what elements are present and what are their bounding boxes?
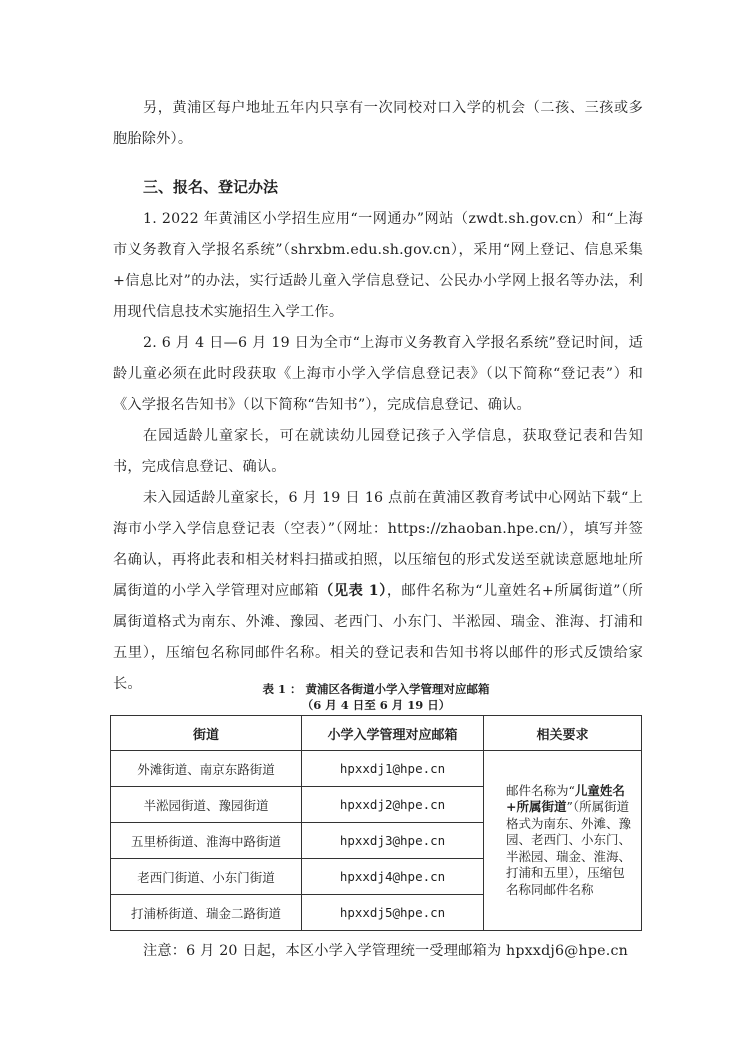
street-cell: 打浦桥街道、瑞金二路街道 [111, 895, 302, 931]
requirements-cell [484, 751, 642, 931]
req-bold-text: 儿童姓名+所属街道 [506, 782, 625, 815]
table-row [111, 751, 642, 787]
email-cell: hpxxdj3@hpe.cn [302, 823, 484, 859]
email-cell: hpxxdj2@hpe.cn [302, 787, 484, 823]
header-email: 小学入学管理对应邮箱 [302, 716, 484, 751]
note-line: 注意：6 月 20 日起，本区小学入学管理统一受理邮箱为 hpxxdj6@hpe.cn [143, 943, 628, 959]
street-cell: 五里桥街道、淮海中路街道 [111, 823, 302, 859]
paragraph-4-see-table: （见表 1） [319, 583, 387, 599]
street-cell: 老西门街道、小东门街道 [111, 859, 302, 895]
table-subcaption: （6 月 4 日至 6 月 19 日） [301, 698, 451, 712]
email-cell: hpxxdj5@hpe.cn [302, 895, 484, 931]
street-cell: 半淞园街道、豫园街道 [111, 787, 302, 823]
header-street: 街道 [111, 716, 302, 751]
paragraph-4 [113, 483, 643, 700]
req-text-b: ”（所属街道格式为南东、外滩、豫园、老西门、小东门、半淞园、瑞金、淮海、打浦和五里），压缩包名称同邮件名称 [506, 799, 632, 897]
table-caption: 表 1 ： 黄浦区各街道小学入学管理对应邮箱 [262, 682, 490, 696]
email-cell: hpxxdj4@hpe.cn [302, 859, 484, 895]
header-requirements: 相关要求 [484, 716, 642, 751]
intro-paragraph: 另，黄浦区每户地址五年内只享有一次同校对口入学的机会（二孩、三孩或多胞胎除外）。 [113, 100, 643, 147]
email-cell: hpxxdj1@hpe.cn [302, 751, 484, 787]
paragraph-4-text-a: 未入园适龄儿童家长，6 月 19 日 16 点前在黄浦区教育考试中心网站下载“上海市小学入学信息登记表（空表）”（网址：https://zhaoban.hpe.cn/），填写并签名确认，再将此表和相关材料扫描或拍照，以压缩包的形式发送至就读意愿地址所属街道的小学入学管理对应邮箱 [113, 490, 643, 599]
req-text-a: 邮件名称为“ [506, 782, 575, 798]
paragraph-3: 在园适龄儿童家长，可在就读幼儿园登记孩子入学信息，获取登记表和告知书，完成信息登记、确认。 [113, 428, 643, 475]
section-heading: 三、报名、登记办法 [143, 178, 279, 196]
table-header-row [111, 716, 642, 751]
paragraph-1: 1. 2022 年黄浦区小学招生应用“一网通办”网站（zwdt.sh.gov.cn）和“上海市义务教育入学报名系统”（shrxbm.edu.sh.gov.cn），采用“网上登记、信息采集+信息比对”的办法，实行适龄儿童入学信息登记、公民办小学网上报名等办法，利用现代信息技术实施招生入学工作。 [113, 211, 643, 320]
paragraph-4-text-b: ，邮件名称为“儿童姓名+所属街道”（所属街道格式为南东、外滩、豫园、老西门、小东门、半淞园、瑞金、淮海、打浦和五里），压缩包名称同邮件名称。相关的登记表和告知书将以邮件的形式反馈给家长。 [113, 583, 643, 692]
paragraph-2: 2. 6 月 4 日—6 月 19 日为全市“上海市义务教育入学报名系统”登记时间，适龄儿童必须在此时段获取《上海市小学入学信息登记表》（以下简称“登记表”）和《入学报名告知书》（以下简称“告知书”），完成信息登记、确认。 [113, 335, 643, 413]
street-cell: 外滩街道、南京东路街道 [111, 751, 302, 787]
email-table [110, 715, 642, 931]
